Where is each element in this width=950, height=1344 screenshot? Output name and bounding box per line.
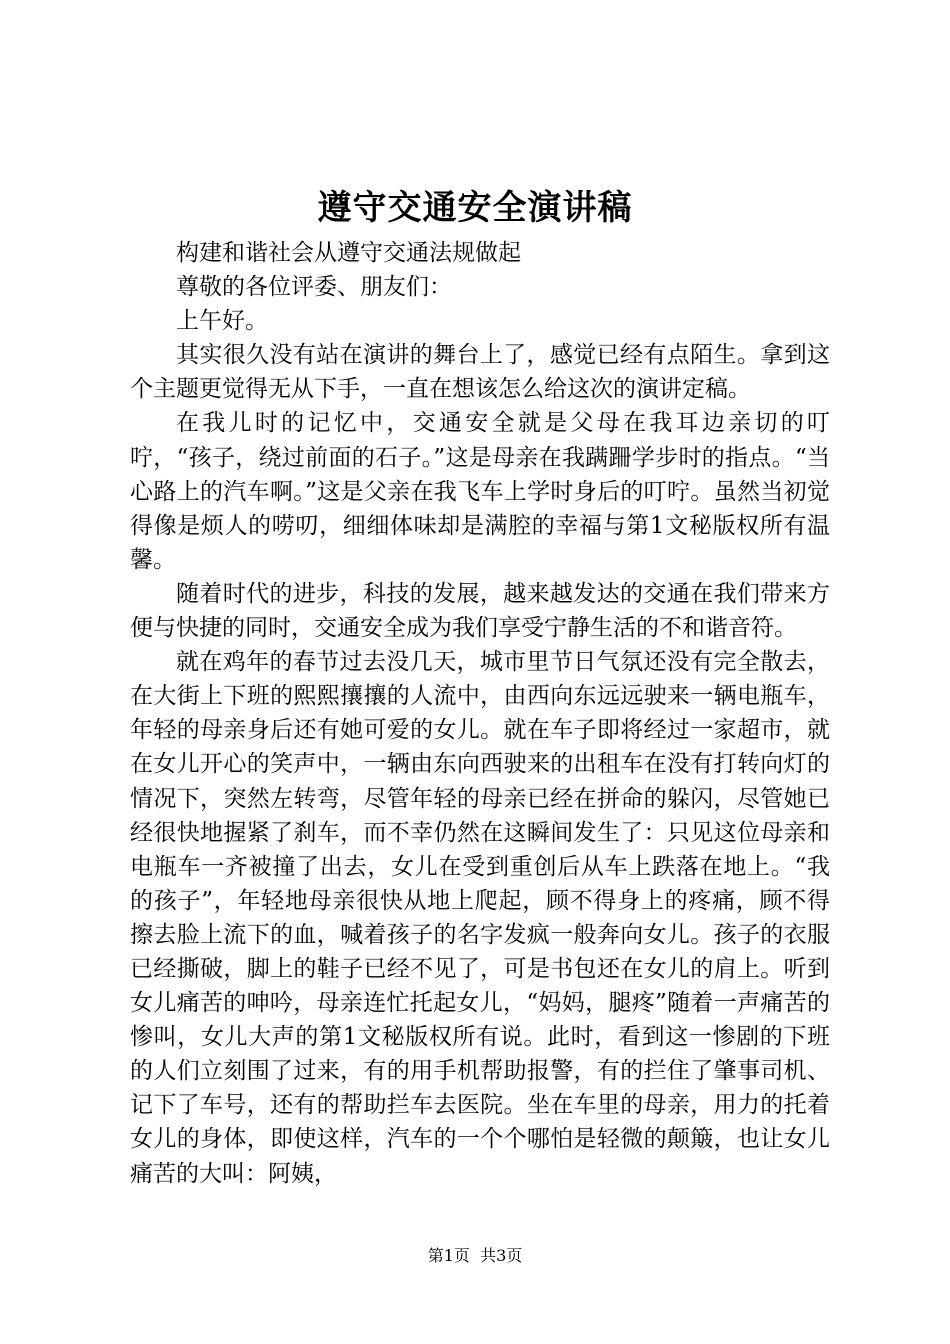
- body-paragraph: 其实很久没有站在演讲的舞台上了，感觉已经有点陌生。拿到这个主题更觉得无从下手，一直在想该怎么给这次的演讲定稿。: [130, 342, 830, 403]
- page-footer: 第1页 共3页: [427, 1246, 523, 1265]
- greeting-paragraph: 上午好。: [176, 308, 268, 335]
- body-paragraph: 就在鸡年的春节过去没几天，城市里节日气氛还没有完全散去，在大街上下班的熙熙攘攘的人流中，由西向东远远驶来一辆电瓶车，年轻的母亲身后还有她可爱的女儿。就在车子即将经过一家超市，就在女儿开心的笑声中，一辆由东向西驶来的出租车在没有打转向灯的情况下，突然左转弯，尽管年轻的母亲已经在拼命的躲闪，尽管她已经很快地握紧了刹车，而不幸仍然在这瞬间发生了：只见这位母亲和电瓶车一齐被撞了出去，女儿在受到重创后从车上跌落在地上。“我的孩子”，年轻地母亲很快从地上爬起，顾不得身上的疼痛，顾不得擦去脸上流下的血，喊着孩子的名字发疯一般奔向女儿。孩子的衣服已经撕破，脚上的鞋子已经不见了，可是书包还在女儿的肩上。听到女儿痛苦的呻吟，母亲连忙托起女儿，“妈妈，腿疼”随着一声痛苦的惨叫，女儿大声的第1文秘版权所有说。此时，看到这一惨剧的下班的人们立刻围了过来，有的用手机帮助报警，有的拦住了肇事司机、记下了车号，还有的帮助拦车去医院。坐在车里的母亲，用力的托着女儿的身体，即使这样，汽车的一个个哪怕是轻微的颠簸，也让女儿痛苦的大叫：阿姨，: [130, 649, 830, 1187]
- salutation-paragraph: 尊敬的各位评委、朋友们：: [176, 274, 452, 301]
- document-body: [130, 236, 830, 1191]
- subtitle-paragraph: 构建和谐社会从遵守交通法规做起: [176, 240, 521, 266]
- body-paragraph: 在我儿时的记忆中，交通安全就是父母在我耳边亲切的叮咛，“孩子，绕过前面的石子。”这是母亲在我蹒跚学步时的指点。“当心路上的汽车啊。”这是父亲在我飞车上学时身后的叮咛。虽然当初觉得像是烦人的唠叨，细细体味却是满腔的幸福与第1文秘版权所有温馨。: [130, 410, 830, 573]
- body-paragraph: 随着时代的进步，科技的发展，越来越发达的交通在我们带来方便与快捷的同时，交通安全成为我们享受宁静生活的不和谐音符。: [130, 580, 830, 642]
- document-title: 遵守交通安全演讲稿: [317, 188, 633, 228]
